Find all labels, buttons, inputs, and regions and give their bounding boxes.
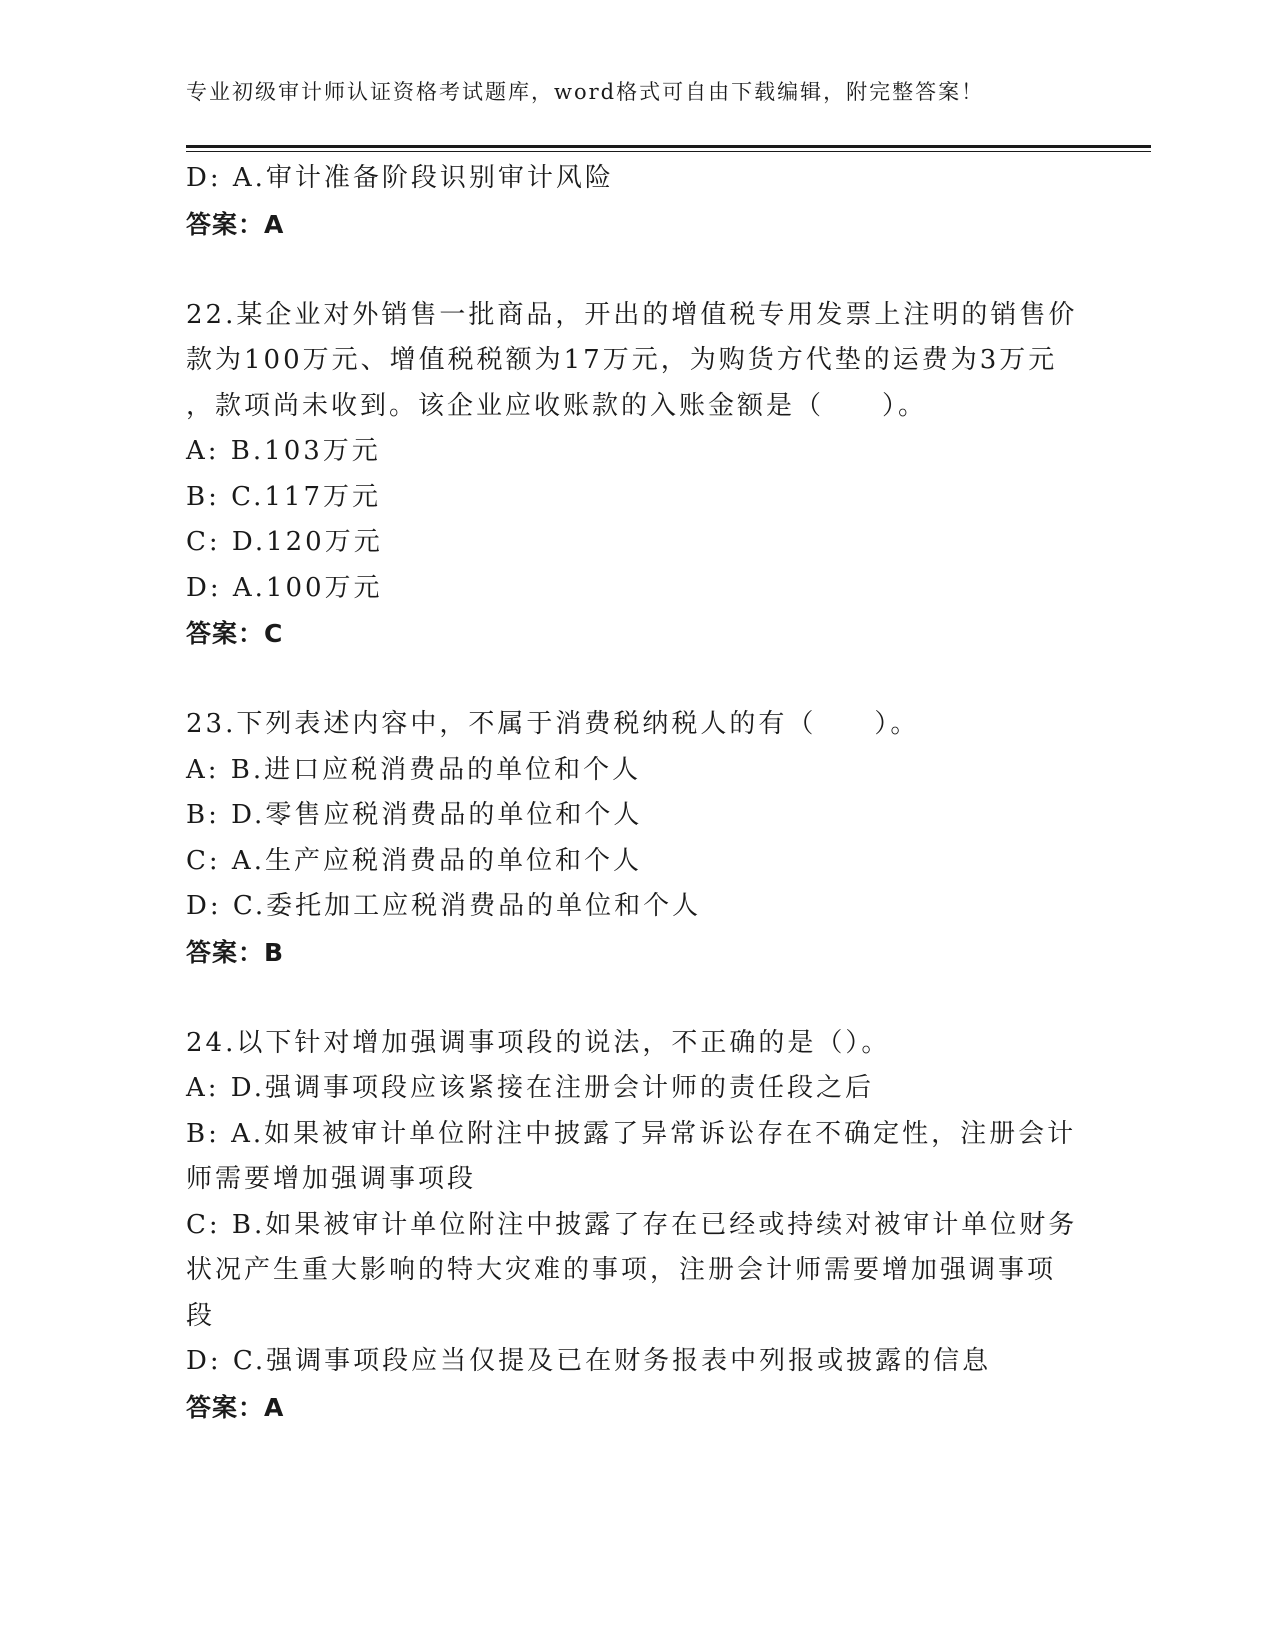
option-b: B: C.117万元: [186, 481, 381, 512]
header-rule-thick: [186, 145, 1151, 148]
option-c: C: A.生产应税消费品的单位和个人: [186, 845, 642, 876]
answer: 答案：C: [186, 619, 284, 648]
spacer: [186, 247, 1086, 293]
option-b: B: D.零售应税消费品的单位和个人: [186, 800, 643, 830]
question-content: [186, 156, 1086, 1430]
spacer: [186, 975, 1086, 1021]
option-d: D: C.强调事项段应当仅提及已在财务报表中列报或披露的信息: [186, 1346, 992, 1376]
spacer: [186, 657, 1086, 703]
option-c: C: D.120万元: [186, 527, 383, 557]
answer: 答案：B: [186, 937, 285, 967]
question-stem: 23.下列表述内容中，不属于消费税纳税人的有（ ）。: [186, 709, 920, 739]
answer: 答案：A: [186, 1392, 285, 1422]
header-rule-thin: [186, 151, 1151, 152]
option-a: A: B.103万元: [186, 436, 381, 466]
answer: 答案：A: [186, 209, 285, 239]
option-a: A: D.强调事项段应该紧接在注册会计师的责任段之后: [186, 1073, 874, 1103]
option-d: D: A.审计准备阶段识别审计风险: [186, 163, 614, 193]
option-b: B: A.如果被审计单位附注中披露了异常诉讼存在不确定性，注册会计: [186, 1118, 1077, 1149]
question-stem: 24.以下针对增加强调事项段的说法，不正确的是（）。: [186, 1027, 891, 1058]
page-header: 专业初级审计师认证资格考试题库，word格式可自由下载编辑，附完整答案！: [186, 80, 985, 104]
option-c-continued: 状况产生重大影响的特大灾难的事项，注册会计师需要增加强调事项: [186, 1255, 1057, 1285]
question-stem: ，款项尚未收到。该企业应收账款的入账金额是（ ）。: [186, 390, 928, 421]
option-d: D: C.委托加工应税消费品的单位和个人: [186, 891, 702, 921]
option-b-continued: 师需要增加强调事项段: [186, 1164, 477, 1194]
question-stem: 22.某企业对外销售一批商品，开出的增值税专用发票上注明的销售价: [186, 299, 1078, 330]
option-d: D: A.100万元: [186, 572, 383, 603]
option-c: C: B.如果被审计单位附注中披露了存在已经或持续对被审计单位财务: [186, 1209, 1078, 1240]
option-a: A: B.进口应税消费品的单位和个人: [186, 754, 642, 785]
question-stem: 款为100万元、增值税税额为17万元，为购货方代垫的运费为3万元: [186, 345, 1058, 375]
option-c-continued: 段: [186, 1300, 216, 1331]
